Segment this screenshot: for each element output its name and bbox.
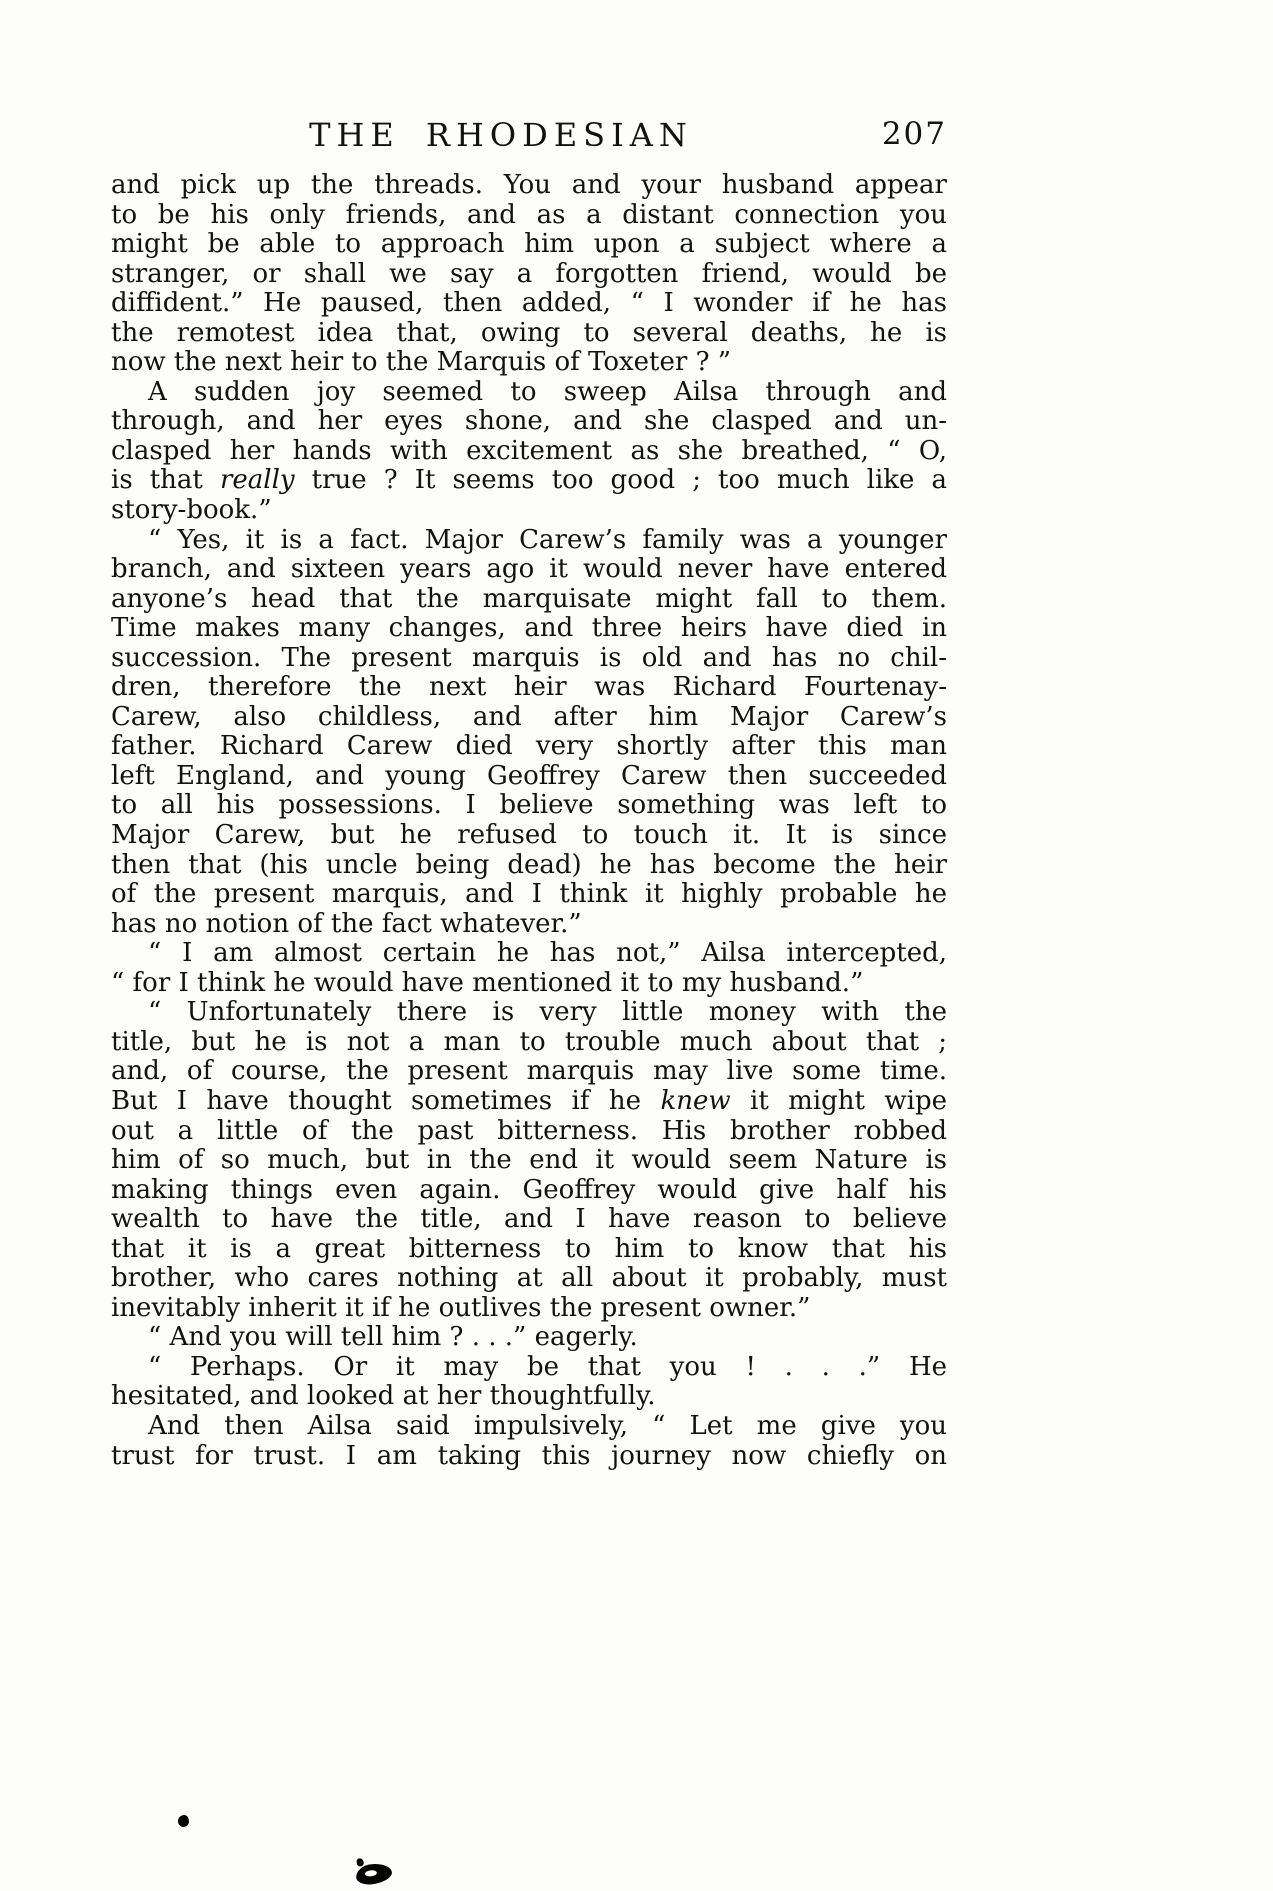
text-line: trust for trust. I am taking this journey now chiefly on xyxy=(111,1440,947,1471)
text-line: inevitably inherit it if he outlives the present owner.” xyxy=(111,1292,811,1323)
text-line: “ Unfortunately there is very little money with the xyxy=(148,997,947,1028)
text-line: And then Ailsa said impulsively, “ Let me give you xyxy=(148,1410,947,1441)
text-line: But I have thought sometimes if he knew it might wipe xyxy=(111,1085,947,1116)
text-line: has no notion of the fact whatever.” xyxy=(111,908,582,939)
paragraph xyxy=(111,998,947,1323)
text-line: “ Perhaps. Or it may be that you ! . . .” He xyxy=(148,1351,947,1382)
text-line: Major Carew, but he refused to touch it. It is since xyxy=(111,820,947,851)
text-line: stranger, or shall we say a forgotten friend, would be xyxy=(111,258,947,289)
paragraph xyxy=(111,939,947,998)
text-block xyxy=(111,171,947,1471)
paragraph xyxy=(111,1412,947,1471)
text-line: anyone’s head that the marquisate might fall to them. xyxy=(111,583,947,614)
text-line: might be able to approach him upon a subject where a xyxy=(111,229,947,260)
text-line: and pick up the threads. You and your husband appear xyxy=(111,170,947,200)
text-line: diffident.” He paused, then added, “ I wonder if he has xyxy=(111,288,947,319)
text-line: succession. The present marquis is old and has no chil- xyxy=(111,642,947,673)
text-line: brother, who cares nothing at all about it probably, must xyxy=(111,1263,947,1294)
text-line: that it is a great bitterness to him to know that his xyxy=(111,1233,947,1264)
text-line: is that really true ? It seems too good ; too much like a xyxy=(111,465,947,496)
text-line: him of so much, but in the end it would seem Nature is xyxy=(111,1145,947,1176)
text-line: left England, and young Geoffrey Carew then succeeded xyxy=(111,760,947,791)
page-number: 207 xyxy=(881,116,947,152)
text-line: Carew, also childless, and after him Major Carew’s xyxy=(111,701,947,732)
text-line: “ I am almost certain he has not,” Ailsa intercepted, xyxy=(148,938,947,969)
text-line: of the present marquis, and I think it highly probable he xyxy=(111,879,947,910)
paragraph xyxy=(111,378,947,526)
ink-dot-artifact xyxy=(178,1815,189,1827)
text-line: hesitated, and looked at her thoughtfully. xyxy=(111,1381,656,1412)
page-title: THE RHODESIAN xyxy=(309,116,693,154)
text-line: “ for I think he would have mentioned it to my husband.” xyxy=(111,967,864,998)
text-line: “ And you will tell him ? . . .” eagerly. xyxy=(148,1322,638,1353)
ink-smudge-artifact xyxy=(355,1862,393,1886)
text-line: father. Richard Carew died very shortly after this man xyxy=(111,731,947,762)
text-line: clasped her hands with excitement as she breathed, “ O, xyxy=(111,435,947,466)
text-line: dren, therefore the next heir was Richard Fourtenay- xyxy=(111,672,947,703)
text-line: to all his possessions. I believe something was left to xyxy=(111,790,947,821)
text-line: Time makes many changes, and three heirs have died in xyxy=(111,613,947,644)
text-line: to be his only friends, and as a distant connection you xyxy=(111,199,947,230)
text-line: now the next heir to the Marquis of Toxeter ? ” xyxy=(111,347,732,378)
text-line: and, of course, the present marquis may live some time. xyxy=(111,1056,947,1087)
paragraph xyxy=(111,1323,947,1353)
text-line: title, but he is not a man to trouble much about that ; xyxy=(111,1026,947,1057)
paragraph xyxy=(111,1353,947,1412)
text-line: then that (his uncle being dead) he has become the heir xyxy=(111,849,947,880)
text-line: “ Yes, it is a fact. Major Carew’s family was a younger xyxy=(148,524,947,555)
text-line: story-book.” xyxy=(111,495,272,526)
running-head xyxy=(111,116,947,162)
text-line: out a little of the past bitterness. His brother robbed xyxy=(111,1115,947,1146)
paragraph xyxy=(111,526,947,940)
text-line: making things even again. Geoffrey would give half his xyxy=(111,1174,947,1205)
text-line: the remotest idea that, owing to several deaths, he is xyxy=(111,317,947,348)
text-line: wealth to have the title, and I have reason to believe xyxy=(111,1204,947,1235)
paragraph xyxy=(111,171,947,378)
text-line: branch, and sixteen years ago it would never have entered xyxy=(111,554,947,585)
text-line: A sudden joy seemed to sweep Ailsa through and xyxy=(148,376,947,407)
text-line: through, and her eyes shone, and she clasped and un- xyxy=(111,406,947,437)
